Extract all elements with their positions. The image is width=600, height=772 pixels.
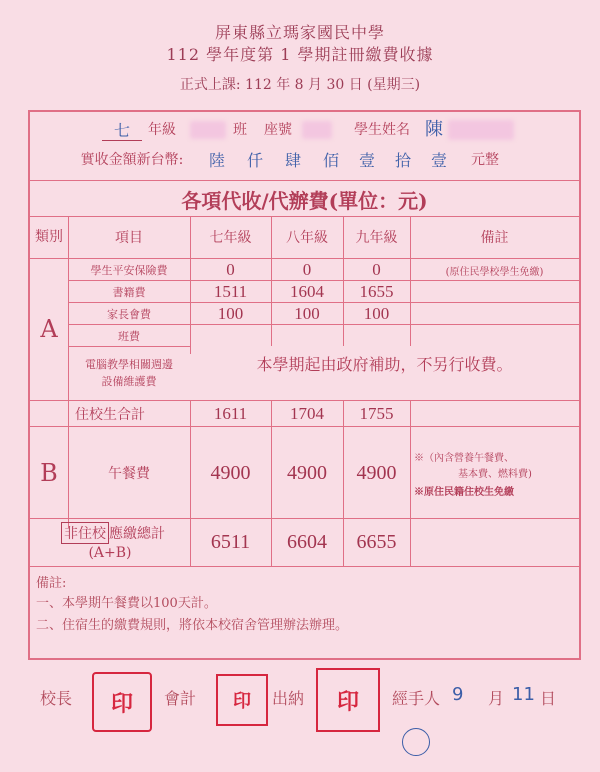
cashier-label: 出納 [272,689,305,708]
amount-char: 仟 [246,150,263,170]
subsidy-note: 本學期起由政府補助，不另行收費。 [256,354,513,374]
row-parents-item: 家長會費 [107,308,151,321]
category-b: B [40,459,58,487]
seat-label: 座號 [264,122,292,138]
seat-redacted [302,121,332,139]
class-label: 班 [233,122,247,138]
amount-char: 陸 [208,150,225,170]
handler-initial-circle [402,728,430,756]
header-grade9: 九年級 [355,230,398,246]
lunch-note-1: ※（內含營養午餐費、 [414,452,514,464]
grade-value: 七 [113,120,130,140]
non-boarding-g8: 6604 [287,530,327,553]
boarding-total-g9: 1755 [359,404,394,423]
row-books-g7: 1511 [213,282,248,301]
header-grade8: 八年級 [286,230,328,246]
row-insurance-g9: 0 [372,260,381,279]
row-insurance-note: (原住民學校學生免繳) [445,266,544,278]
accounting-seal: 印 [216,674,268,726]
grade-label: 年級 [148,122,176,138]
header-item: 項目 [115,230,143,246]
receipt-day-value: 11 [512,684,535,705]
row-parents-g9: 100 [363,304,390,323]
lunch-g8: 4900 [287,461,327,484]
lunch-item: 午餐費 [108,466,150,482]
non-boarding-sub: (A+B) [88,545,132,561]
receipt-month-value: 9 [452,684,464,705]
receipt-form [28,110,581,660]
name-redacted [448,120,514,140]
notes-title: 備註: [36,576,67,591]
amount-char: 壹 [430,150,447,170]
amount-char: 拾 [394,150,411,170]
boarding-total-g8: 1704 [290,404,324,423]
principal-seal: 印 [92,672,152,732]
non-boarding-box-label: 非住校 [61,522,109,544]
lunch-g9: 4900 [356,461,397,484]
category-a: A [40,315,58,343]
amount-char: 壹 [358,150,375,170]
row-books-item: 書籍費 [112,286,146,299]
receipt-month-label: 月 [488,689,505,708]
row-insurance-item: 學生平安保險費 [90,264,168,277]
accounting-label: 會計 [164,689,197,708]
row-parents-g7: 100 [217,304,244,323]
handler-label: 經手人 [392,689,441,708]
row-parents-g8: 100 [294,304,320,323]
lunch-note-2: 基本費、燃料費) [458,468,532,480]
amount-suffix: 元整 [471,152,499,168]
non-boarding-g9: 6655 [356,530,397,553]
row-classfee-item: 班費 [118,330,140,343]
header-category: 類別 [35,229,63,245]
principal-label: 校長 [40,689,73,708]
class-redacted [190,121,226,139]
note-line-1: 一、本學期午餐費以100天計。 [36,596,217,611]
note-line-2: 二、住宿生的繳費規則，將依本校宿舍管理辦法辦理。 [36,618,349,633]
row-insurance-g7: 0 [226,260,235,279]
non-boarding-label: 應繳總計 [109,526,165,542]
fees-title: 各項代收/代辦費(單位：元) [181,188,428,213]
header-note: 備註 [480,230,509,246]
header-grade7: 七年級 [209,230,252,246]
row-computer-item: 電腦教學相關週邊設備維護費 [85,358,173,388]
row-books-g8: 1604 [290,282,324,301]
row-insurance-g8: 0 [302,260,312,279]
lunch-note-3: ※原住民籍住校生免繳 [414,486,514,498]
receipt-title: 112 學年度第 1 學期註冊繳費收據 [166,45,434,64]
class-start-date: 正式上課: 112 年 8 月 30 日 (星期三) [179,77,421,93]
lunch-g7: 4900 [210,461,251,484]
amount-label: 實收金額新台幣: [80,152,184,168]
boarding-total-label: 住校生合計 [75,407,145,423]
name-label: 學生姓名 [354,122,410,138]
receipt-day-label: 日 [540,689,557,708]
school-name: 屏東縣立瑪家國民中學 [214,23,385,42]
row-books-g9: 1655 [359,282,394,301]
amount-char: 佰 [322,150,339,170]
name-value: 陳 [425,119,443,140]
amount-char: 肆 [284,150,301,170]
non-boarding-g7: 6511 [210,530,251,553]
boarding-total-g7: 1611 [213,404,248,423]
cashier-seal: 印 [316,668,380,732]
